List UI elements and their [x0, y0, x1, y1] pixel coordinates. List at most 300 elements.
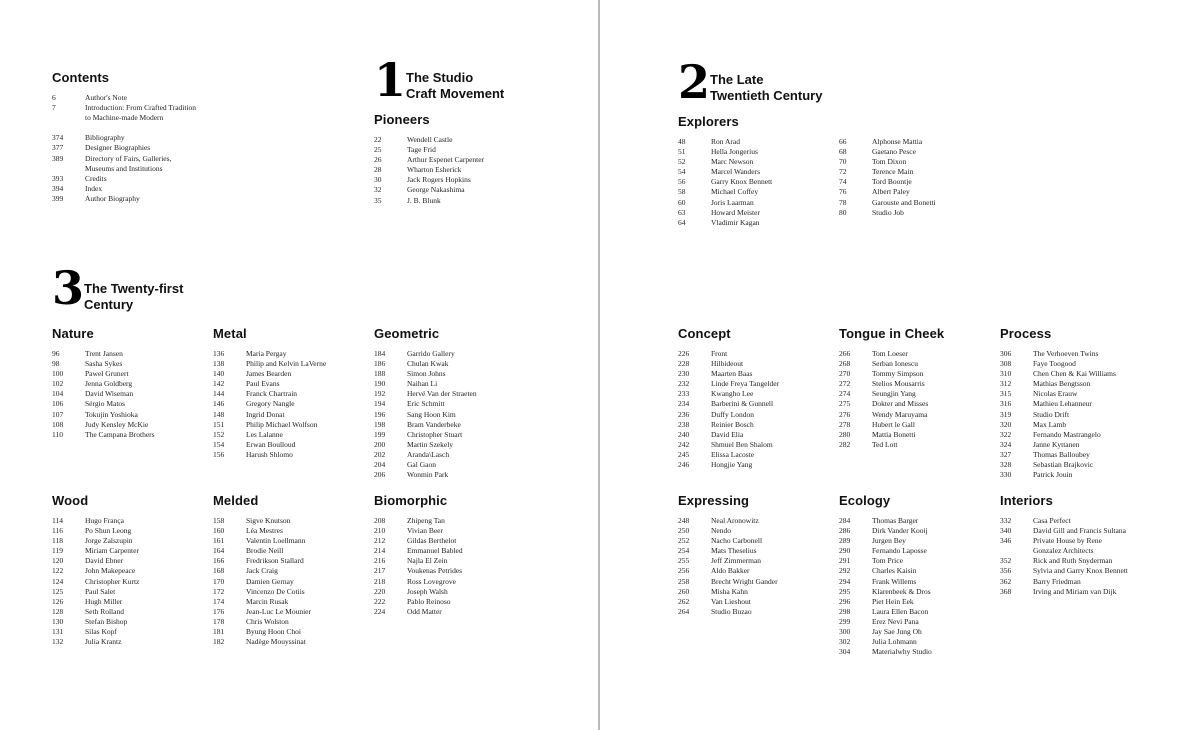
- entry-list: [678, 349, 779, 470]
- page-number: 140: [213, 369, 225, 379]
- entry-name: Author's Note: [85, 93, 127, 102]
- entry-name: Alphonse Mattia: [872, 137, 923, 146]
- section-explorers-col2: [839, 137, 936, 218]
- page-number: 212: [374, 536, 386, 546]
- list-item: [839, 647, 932, 657]
- entry-name: Marcin Rusak: [246, 596, 289, 606]
- list-item: [839, 546, 932, 556]
- entry-name: Wonmin Park: [407, 470, 449, 480]
- entry-name: Voukenas Petrides: [407, 566, 463, 576]
- entry-name: George Nakashima: [407, 185, 465, 195]
- list-item: [678, 577, 778, 587]
- page-number: 240: [678, 429, 690, 439]
- page-number: 130: [52, 616, 64, 626]
- entry-name: Directory of Fairs, Galleries,: [85, 153, 172, 163]
- entry-name: James Bearden: [246, 369, 292, 379]
- chapter-2-title: [710, 71, 822, 104]
- chapter-1-number: 1: [374, 53, 407, 107]
- page-number: 100: [52, 369, 64, 379]
- entry-name: Chen Chen & Kai Williams: [1033, 369, 1116, 379]
- entry-name: Ross Lovegrove: [407, 576, 456, 586]
- list-item: [374, 587, 463, 597]
- page-number: 161: [213, 536, 225, 546]
- list-item: [678, 198, 772, 208]
- entry-name: Private House by Rene: [1033, 536, 1102, 546]
- entry-name: Shmuel Ben Shalom: [711, 439, 773, 449]
- page-number: 48: [678, 137, 686, 146]
- page-number: 126: [52, 596, 64, 606]
- entry-name: Simon Johns: [407, 369, 446, 379]
- page-number: 80: [839, 207, 847, 217]
- list-item: [839, 566, 932, 576]
- entry-list: [213, 349, 326, 460]
- list-item: [52, 587, 139, 597]
- entry-name: David Gill and Francis Sultana: [1033, 526, 1126, 536]
- page-number: 125: [52, 586, 64, 596]
- page-number: 26: [374, 155, 382, 165]
- entry-name: Albert Paley: [872, 187, 910, 197]
- page-number: 160: [213, 526, 225, 536]
- list-item: [839, 379, 944, 389]
- list-item: [839, 359, 944, 369]
- list-item: [374, 175, 484, 185]
- entry-name: Garry Knox Bennett: [711, 177, 773, 187]
- page-number: 328: [1000, 460, 1012, 470]
- list-item: [839, 587, 932, 597]
- page-number: 356: [1000, 566, 1012, 576]
- list-item: [1000, 526, 1128, 536]
- entry-name: Jack Craig: [246, 566, 278, 576]
- list-item: [839, 440, 944, 450]
- page-number: 148: [213, 409, 225, 419]
- list-item: [52, 546, 139, 556]
- entry-name: Mats Theselius: [711, 546, 757, 556]
- page-number: 116: [52, 526, 63, 536]
- section-expressing: [678, 493, 778, 617]
- entry-name: Seungjin Yang: [872, 389, 916, 399]
- list-item: [678, 187, 772, 197]
- entry-name: Designer Biographies: [85, 143, 151, 153]
- list-item: [374, 440, 477, 450]
- page-number: 291: [839, 556, 851, 566]
- list-item: [839, 627, 932, 637]
- page-number: 242: [678, 439, 690, 449]
- page-number: 233: [678, 389, 690, 399]
- chapter-1-heading: [374, 53, 505, 107]
- entry-name: Eric Schmitt: [407, 399, 445, 409]
- entry-name: Casa Perfect: [1033, 516, 1071, 525]
- list-item: [52, 133, 196, 143]
- page-number: 202: [374, 449, 386, 459]
- page-number: [52, 113, 85, 123]
- list-item: [839, 637, 932, 647]
- entry-name: Wharton Esherick: [407, 165, 462, 175]
- page-number: 30: [374, 175, 382, 185]
- entry-name: Ron Arad: [711, 137, 740, 146]
- page-number: 362: [1000, 576, 1012, 586]
- list-item: [52, 143, 196, 153]
- section-title: Process: [1000, 326, 1052, 341]
- chapter-1-title-line2: Craft Movement: [406, 86, 505, 101]
- page-number: 199: [374, 429, 386, 439]
- entry-name: Tom Price: [872, 556, 903, 566]
- section-title: Wood: [52, 493, 89, 508]
- list-item: [374, 379, 477, 389]
- list-item: [213, 430, 326, 440]
- page-number: 128: [52, 606, 64, 616]
- entry-name: Vivian Beer: [407, 526, 443, 536]
- page-number: 168: [213, 566, 225, 576]
- list-item: [839, 157, 936, 167]
- page-number: 276: [839, 409, 851, 419]
- page-number: 28: [374, 165, 382, 175]
- entry-name: Tord Boontje: [872, 177, 912, 187]
- entry-name: Sigve Knutson: [246, 516, 291, 525]
- list-item: [839, 420, 944, 430]
- entry-name: Reinier Bosch: [711, 419, 754, 429]
- list-item: [678, 389, 779, 399]
- page-number: 324: [1000, 439, 1012, 449]
- entry-name: Vladimir Kagan: [711, 217, 760, 227]
- page-number: 208: [374, 516, 386, 525]
- list-item: [374, 389, 477, 399]
- list-item: [52, 556, 139, 566]
- page-number: 114: [52, 516, 63, 525]
- entry-name: Christopher Stuart: [407, 429, 463, 439]
- entry-name: Julia Lohmann: [872, 637, 917, 647]
- list-item: [678, 349, 779, 359]
- entry-name: Museums and Institutions: [85, 163, 163, 173]
- entry-name: Studio Buzao: [711, 606, 752, 616]
- entry-name: Najla El Zein: [407, 556, 448, 566]
- list-item: [839, 607, 932, 617]
- page-number: 74: [839, 177, 847, 187]
- list-item: [839, 399, 944, 409]
- entry-name: Neal Aronowitz: [711, 516, 759, 525]
- entry-name: Irving and Miriam van Dijk: [1033, 586, 1117, 596]
- page-number: 264: [678, 606, 690, 616]
- page-number: 7: [52, 103, 56, 113]
- page-number: 352: [1000, 556, 1012, 566]
- list-item: [678, 607, 778, 617]
- page-number: 262: [678, 596, 690, 606]
- page-number: 346: [1000, 536, 1012, 546]
- chapter-3-title: [84, 280, 183, 313]
- page-number: 110: [52, 429, 63, 439]
- page-number: 51: [678, 147, 686, 157]
- section-title: Pioneers: [374, 112, 430, 127]
- list-item: [374, 369, 477, 379]
- list-item: [52, 526, 139, 536]
- page-number: 119: [52, 546, 63, 556]
- entry-name: Van Lieshout: [711, 596, 751, 606]
- section-title: Ecology: [839, 493, 891, 508]
- list-item: [213, 637, 311, 647]
- page-number: 172: [213, 586, 225, 596]
- list-item: [678, 450, 779, 460]
- section-geometric: [374, 326, 477, 480]
- entry-name: Studio Job: [872, 207, 904, 217]
- list-item: [213, 359, 326, 369]
- contents-block: [52, 70, 196, 204]
- list-item: [1000, 410, 1116, 420]
- list-item: [1000, 369, 1116, 379]
- page-number: 252: [678, 536, 690, 546]
- entry-name: Silas Kopf: [85, 627, 117, 637]
- entry-name: The Verhoeven Twins: [1033, 349, 1099, 358]
- list-item: [52, 113, 196, 123]
- list-item: [374, 430, 477, 440]
- entry-name: Nadège Mouyssinat: [246, 637, 306, 647]
- entry-list: [213, 516, 311, 647]
- page-number: 56: [678, 177, 686, 187]
- entry-list: [52, 516, 139, 647]
- entry-name: Nicolas Erauw: [1033, 389, 1078, 399]
- page-number: 107: [52, 409, 64, 419]
- page-number: 216: [374, 556, 386, 566]
- entry-name: Patrick Jouin: [1033, 470, 1073, 480]
- page-number: 184: [374, 349, 386, 358]
- entry-name: Valentin Loellmann: [246, 536, 306, 546]
- list-item: [678, 167, 772, 177]
- list-item: [52, 617, 139, 627]
- list-item: [839, 389, 944, 399]
- page-number: 230: [678, 369, 690, 379]
- entry-name: Harush Shlomo: [246, 449, 293, 459]
- entry-name: Maria Pergay: [246, 349, 287, 358]
- page-number: 6: [52, 93, 56, 102]
- page-number: 330: [1000, 470, 1012, 480]
- page-number: 377: [52, 143, 64, 153]
- list-item: [839, 147, 936, 157]
- entry-name: Naihan Li: [407, 379, 438, 389]
- entry-name: Marc Newson: [711, 157, 754, 167]
- page-number: 300: [839, 627, 851, 637]
- entry-name: Ted Lott: [872, 439, 898, 449]
- page-number: 200: [374, 439, 386, 449]
- entry-list: [52, 349, 155, 440]
- list-item: [374, 556, 463, 566]
- list-item: [213, 349, 326, 359]
- list-item: [678, 218, 772, 228]
- list-item: [678, 536, 778, 546]
- list-item: [374, 196, 484, 206]
- entry-name: Sebastian Brajkovic: [1033, 460, 1094, 470]
- entry-list: [1000, 349, 1116, 480]
- page-number: 296: [839, 596, 851, 606]
- entry-name: Marcel Wanders: [711, 167, 761, 177]
- list-item: [52, 577, 139, 587]
- page-number: 232: [678, 379, 690, 389]
- entry-name: Paul Evans: [246, 379, 280, 389]
- list-item: [213, 516, 311, 526]
- entry-name: Frank Willems: [872, 576, 917, 586]
- entry-name: Materialwhy Studio: [872, 647, 932, 657]
- page-number: 144: [213, 389, 225, 399]
- entry-name: Maarten Baas: [711, 369, 753, 379]
- chapter-2-number: 2: [678, 55, 711, 109]
- list-item: [839, 177, 936, 187]
- page-number: 222: [374, 596, 386, 606]
- page-number: 136: [213, 349, 225, 358]
- page-number: 22: [374, 135, 382, 144]
- entry-name: Franck Chartrain: [246, 389, 298, 399]
- page-number: [52, 164, 85, 174]
- list-item: [52, 103, 196, 113]
- list-item: [678, 359, 779, 369]
- page-number: 210: [374, 526, 386, 536]
- list-item: [213, 627, 311, 637]
- entry-name: Brodie Neill: [246, 546, 284, 556]
- page-number: 176: [213, 606, 225, 616]
- list-item: [213, 546, 311, 556]
- list-item: [839, 349, 944, 359]
- page-number: 192: [374, 389, 386, 399]
- section-title: Metal: [213, 326, 247, 341]
- page-number: 118: [52, 536, 63, 546]
- list-item: [1000, 587, 1128, 597]
- list-item: [678, 369, 779, 379]
- page-number: 226: [678, 349, 690, 358]
- list-item: [52, 399, 155, 409]
- entry-name: Elissa Lacoste: [711, 449, 755, 459]
- entry-name: Author Biography: [85, 193, 140, 203]
- entry-name: Nacho Carbonell: [711, 536, 763, 546]
- page-number: 228: [678, 359, 690, 369]
- list-item: [374, 165, 484, 175]
- list-item: [1000, 536, 1128, 546]
- list-item: [839, 198, 936, 208]
- entry-name: Tom Dixon: [872, 157, 907, 167]
- section-concept: [678, 326, 779, 470]
- entry-name: Les Lalanne: [246, 429, 283, 439]
- entry-name: Tom Loeser: [872, 349, 908, 358]
- entry-name: Jorge Zalszupin: [85, 536, 133, 546]
- entry-name: Fernando Laposse: [872, 546, 927, 556]
- entry-name: Garouste and Bonetti: [872, 197, 936, 207]
- list-item: [374, 607, 463, 617]
- entry-name: John Makepeace: [85, 566, 136, 576]
- entry-name: Terence Main: [872, 167, 914, 177]
- entry-name: Po Shun Leong: [85, 526, 132, 536]
- page-number: 72: [839, 167, 847, 177]
- entry-name: Chris Wolston: [246, 616, 289, 626]
- entry-name: Fernando Mastrangelo: [1033, 429, 1101, 439]
- list-item: [1000, 546, 1128, 556]
- entry-list: [839, 137, 936, 218]
- list-item: [374, 450, 477, 460]
- list-item: [52, 349, 155, 359]
- page-number: 76: [839, 187, 847, 197]
- list-item: [678, 556, 778, 566]
- list-item: [678, 157, 772, 167]
- page-number: 132: [52, 637, 64, 647]
- entry-name: Rick and Ruth Snyderman: [1033, 556, 1113, 566]
- list-item: [213, 556, 311, 566]
- list-item: [213, 410, 326, 420]
- list-item: [374, 516, 463, 526]
- list-item: [1000, 440, 1116, 450]
- list-item: [839, 597, 932, 607]
- entry-name: Miriam Carpenter: [85, 546, 139, 556]
- page-number: 217: [374, 566, 386, 576]
- entry-name: Vincenzo De Cotiis: [246, 586, 305, 596]
- entry-name: Pablo Reinoso: [407, 596, 451, 606]
- section-wood: [52, 493, 139, 647]
- page-number: 206: [374, 470, 386, 480]
- list-item: [213, 450, 326, 460]
- entry-name: Laura Ellen Bacon: [872, 606, 929, 616]
- page-number: 104: [52, 389, 64, 399]
- entry-name: Bram Vanderbeke: [407, 419, 461, 429]
- section-nature: [52, 326, 155, 440]
- entry-name: Hongjie Yang: [711, 460, 753, 470]
- entry-name: Ingrid Donat: [246, 409, 285, 419]
- entry-name: Philip Michael Wolfson: [246, 419, 318, 429]
- list-item: [374, 546, 463, 556]
- list-item: [374, 410, 477, 420]
- page-number: 302: [839, 637, 851, 647]
- list-item: [52, 194, 196, 204]
- list-item: [839, 410, 944, 420]
- entry-list: [374, 135, 484, 206]
- entry-name: The Campana Brothers: [85, 429, 155, 439]
- entry-name: Chulan Kwak: [407, 359, 449, 369]
- page-number: 327: [1000, 449, 1012, 459]
- page-number: 224: [374, 606, 386, 616]
- entry-name: Odd Matter: [407, 606, 442, 616]
- page-number: 299: [839, 616, 851, 626]
- page-number: 319: [1000, 409, 1012, 419]
- page-number: 194: [374, 399, 386, 409]
- entry-name: Barry Friedman: [1033, 576, 1081, 586]
- list-item: [52, 174, 196, 184]
- page-number: 286: [839, 526, 851, 536]
- entry-name: Max Lamb: [1033, 419, 1067, 429]
- page-number: 389: [52, 153, 64, 163]
- list-item: [52, 359, 155, 369]
- list-item: [1000, 430, 1116, 440]
- list-item: [213, 420, 326, 430]
- section-pioneers: [374, 112, 484, 206]
- page-number: 238: [678, 419, 690, 429]
- page-number: 289: [839, 536, 851, 546]
- list-item: [52, 379, 155, 389]
- entry-name: Mathias Bengtsson: [1033, 379, 1091, 389]
- list-item: [52, 536, 139, 546]
- chapter-3-title-line2: Century: [84, 297, 134, 312]
- list-item: [678, 516, 778, 526]
- page-number: 151: [213, 419, 225, 429]
- list-item: [1000, 556, 1128, 566]
- page-number: 308: [1000, 359, 1012, 369]
- entry-name: Stelios Mousarris: [872, 379, 925, 389]
- entry-name: David Ebner: [85, 556, 124, 566]
- page-number: 124: [52, 576, 64, 586]
- page-number: 78: [839, 197, 847, 207]
- list-item: [678, 177, 772, 187]
- page-number: 120: [52, 556, 64, 566]
- page-number: 394: [52, 183, 64, 193]
- entry-name: Nendo: [711, 526, 731, 536]
- list-item: [374, 470, 477, 480]
- entry-name: Aldo Bakker: [711, 566, 750, 576]
- page-number: 368: [1000, 586, 1012, 596]
- list-item: [678, 147, 772, 157]
- page-number: 64: [678, 217, 686, 227]
- page-number: 138: [213, 359, 225, 369]
- list-item: [52, 516, 139, 526]
